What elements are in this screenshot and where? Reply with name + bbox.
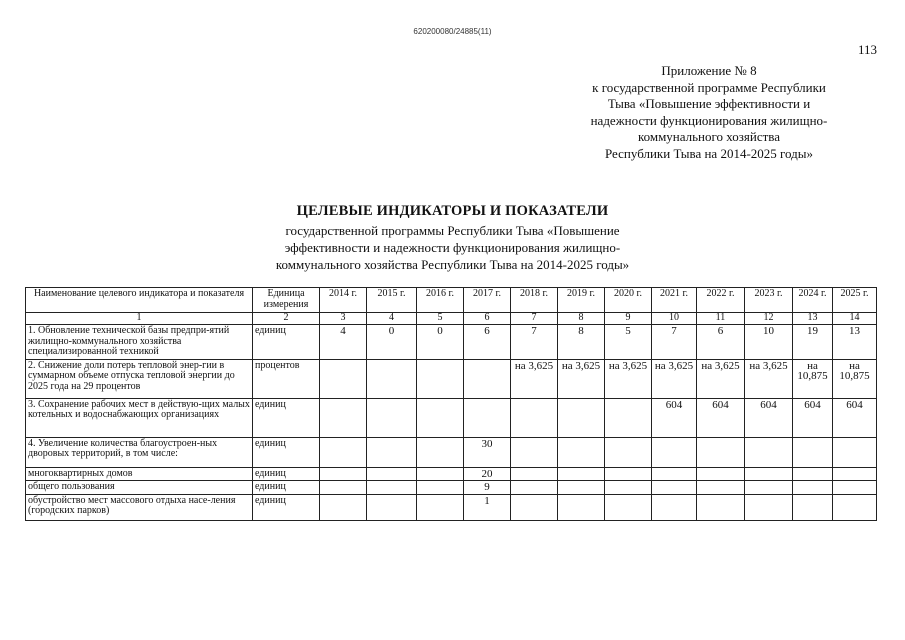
column-number: 1 (26, 313, 253, 325)
year-value: 604 (652, 398, 697, 437)
header-year: 2022 г. (697, 288, 745, 313)
year-value (464, 359, 511, 398)
column-number: 6 (464, 313, 511, 325)
year-value: 8 (558, 325, 605, 360)
appendix-line: Приложение № 8 (661, 63, 757, 78)
year-value (417, 481, 464, 495)
year-value (417, 467, 464, 481)
year-value: на 3,625 (605, 359, 652, 398)
year-value (417, 398, 464, 437)
year-value (652, 494, 697, 520)
indicator-name: 2. Снижение доли потерь тепловой энер-гии в суммарном объеме отпуска тепловой энергии до 2025 года на 29 процентов (26, 359, 253, 398)
year-value (464, 398, 511, 437)
table-row (26, 467, 877, 481)
year-value (745, 467, 793, 481)
year-value: 604 (833, 398, 877, 437)
header-year: 2023 г. (745, 288, 793, 313)
year-value: 604 (793, 398, 833, 437)
appendix-line: к государственной программе Республики (592, 79, 826, 95)
header-year: 2014 г. (320, 288, 367, 313)
subtitle-line: государственной программы Республики Тыва «Повышение (285, 223, 620, 238)
column-number: 13 (793, 313, 833, 325)
year-value: 0 (367, 325, 417, 360)
year-value (605, 467, 652, 481)
year-value (697, 467, 745, 481)
table-row (26, 481, 877, 495)
year-value (558, 398, 605, 437)
year-value: 6 (697, 325, 745, 360)
indicator-name: 3. Сохранение рабочих мест в действую-щих малых котельных и водоснабжающих организациях (26, 398, 253, 437)
year-value: на 3,625 (511, 359, 558, 398)
year-value (652, 437, 697, 467)
year-value (745, 481, 793, 495)
header-year: 2015 г. (367, 288, 417, 313)
column-number: 10 (652, 313, 697, 325)
year-value (697, 481, 745, 495)
header-year: 2019 г. (558, 288, 605, 313)
year-value (793, 494, 833, 520)
indicator-unit: единиц (253, 437, 320, 467)
year-value (558, 481, 605, 495)
year-value: 6 (464, 325, 511, 360)
year-value (511, 494, 558, 520)
year-value (367, 437, 417, 467)
page-number: 113 (858, 42, 878, 57)
header-unit: Единица измерения (253, 288, 320, 313)
year-value: 30 (464, 437, 511, 467)
year-value: 7 (511, 325, 558, 360)
subtitle-line: эффективности и надежности функционирования жилищно- (284, 240, 621, 255)
year-value (367, 398, 417, 437)
year-value: 4 (320, 325, 367, 360)
year-value (417, 359, 464, 398)
column-number: 9 (605, 313, 652, 325)
header-year: 2025 г. (833, 288, 877, 313)
year-value (605, 494, 652, 520)
document-subtitle (0, 222, 905, 273)
column-number: 14 (833, 313, 877, 325)
year-value (417, 437, 464, 467)
year-value (833, 437, 877, 467)
year-value (745, 437, 793, 467)
year-value (605, 437, 652, 467)
year-value (697, 494, 745, 520)
year-value (511, 467, 558, 481)
appendix-line: Республики Тыва на 2014-2025 годы» (604, 145, 814, 161)
year-value: 9 (464, 481, 511, 495)
indicator-unit: единиц (253, 481, 320, 495)
year-value (652, 481, 697, 495)
year-value: 20 (464, 467, 511, 481)
column-number: 7 (511, 313, 558, 325)
appendix-line: коммунального хозяйства (637, 129, 781, 144)
year-value (367, 359, 417, 398)
year-value: 604 (697, 398, 745, 437)
table-row (26, 398, 877, 437)
year-value: 1 (464, 494, 511, 520)
year-value (745, 494, 793, 520)
indicator-unit: единиц (253, 325, 320, 360)
indicator-name: многоквартирных домов (26, 467, 253, 481)
column-number-row (26, 313, 877, 325)
year-value (511, 398, 558, 437)
header-name: Наименование целевого индикатора и показателя (26, 288, 253, 313)
year-value: 604 (745, 398, 793, 437)
column-number: 4 (367, 313, 417, 325)
indicator-name: 4. Увеличение количества благоустроен-ных дворовых территорий, в том числе: (26, 437, 253, 467)
appendix-line: Тыва «Повышение эффективности и (607, 96, 811, 111)
year-value: 10 (745, 325, 793, 360)
year-value (605, 398, 652, 437)
indicator-name: обустройство мест массового отдыха насе-ления (городских парков) (26, 494, 253, 520)
indicator-unit: единиц (253, 494, 320, 520)
indicator-unit: процентов (253, 359, 320, 398)
year-value (833, 481, 877, 495)
appendix-caption (549, 63, 869, 162)
year-value (793, 467, 833, 481)
year-value (833, 467, 877, 481)
table-header-row (26, 288, 877, 313)
year-value (793, 481, 833, 495)
year-value: на 3,625 (697, 359, 745, 398)
year-value (833, 494, 877, 520)
document-code: 620200080/24885(11) (413, 27, 492, 36)
table-row (26, 325, 877, 360)
year-value: на 3,625 (652, 359, 697, 398)
column-number: 8 (558, 313, 605, 325)
document-title: ЦЕЛЕВЫЕ ИНДИКАТОРЫ И ПОКАЗАТЕЛИ (296, 203, 609, 219)
year-value (697, 437, 745, 467)
year-value (367, 494, 417, 520)
year-value (605, 481, 652, 495)
year-value (367, 467, 417, 481)
year-value (320, 481, 367, 495)
indicator-name: общего пользования (26, 481, 253, 495)
year-value (511, 437, 558, 467)
year-value: 5 (605, 325, 652, 360)
appendix-line: надежности функционирования жилищно- (590, 112, 828, 128)
column-number: 11 (697, 313, 745, 325)
year-value (511, 481, 558, 495)
header-year: 2020 г. (605, 288, 652, 313)
year-value (320, 359, 367, 398)
year-value: на 10,875 (793, 359, 833, 398)
table-row (26, 494, 877, 520)
year-value: 19 (793, 325, 833, 360)
year-value: на 3,625 (745, 359, 793, 398)
column-number: 5 (417, 313, 464, 325)
year-value (320, 494, 367, 520)
year-value (558, 437, 605, 467)
header-year: 2018 г. (511, 288, 558, 313)
header-year: 2016 г. (417, 288, 464, 313)
indicators-table (25, 287, 877, 521)
year-value: 13 (833, 325, 877, 360)
header-year: 2021 г. (652, 288, 697, 313)
indicator-unit: единиц (253, 467, 320, 481)
year-value: 0 (417, 325, 464, 360)
indicator-unit: единиц (253, 398, 320, 437)
year-value (793, 437, 833, 467)
year-value: на 10,875 (833, 359, 877, 398)
column-number: 12 (745, 313, 793, 325)
indicator-name: 1. Обновление технической базы предпри-ятий жилищно-коммунального хозяйства специализированной техникой (26, 325, 253, 360)
table-row (26, 359, 877, 398)
year-value (558, 467, 605, 481)
column-number: 3 (320, 313, 367, 325)
year-value (320, 398, 367, 437)
year-value (367, 481, 417, 495)
year-value (320, 437, 367, 467)
year-value: на 3,625 (558, 359, 605, 398)
table-row (26, 437, 877, 467)
header-year: 2017 г. (464, 288, 511, 313)
year-value (320, 467, 367, 481)
subtitle-line: коммунального хозяйства Республики Тыва на 2014-2025 годы» (275, 257, 630, 272)
year-value: 7 (652, 325, 697, 360)
year-value (652, 467, 697, 481)
header-year: 2024 г. (793, 288, 833, 313)
year-value (417, 494, 464, 520)
column-number: 2 (253, 313, 320, 325)
year-value (558, 494, 605, 520)
